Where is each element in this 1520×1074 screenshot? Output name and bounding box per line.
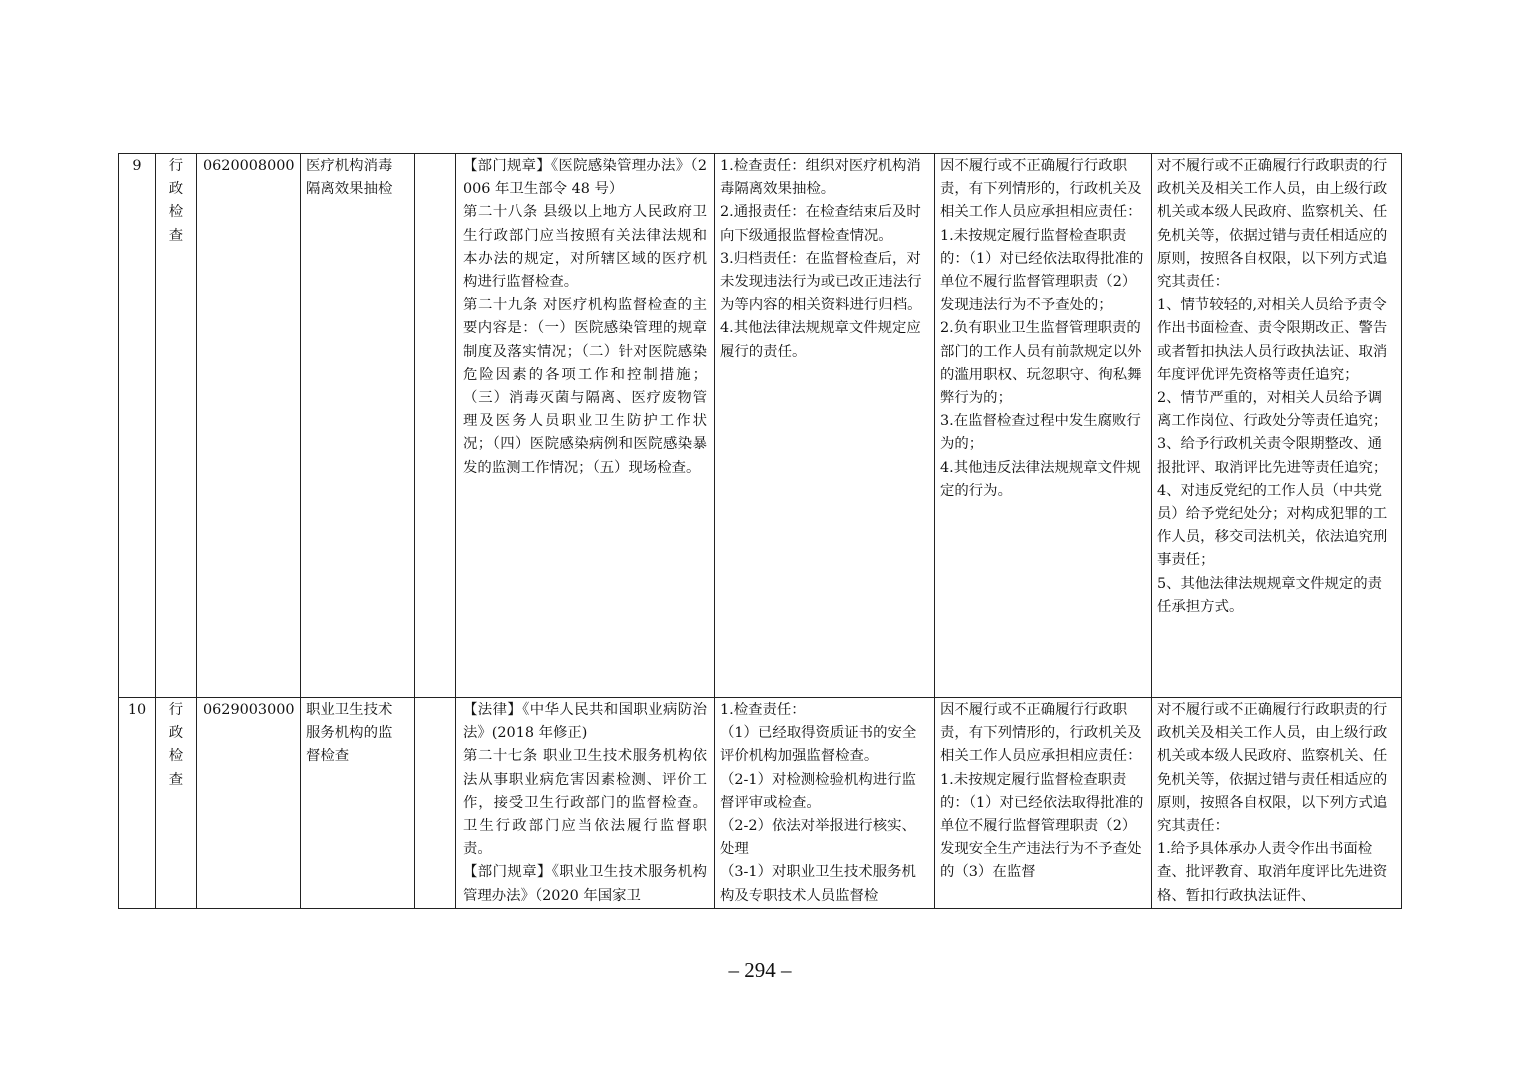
item-code: 0629003000 [197,698,301,909]
page-number: – 294 – [728,958,792,982]
item-name: 职业卫生技术 服务机构的监 督检查 [301,698,415,909]
item-liability: 因不履行或不正确履行行政职责，有下列情形的，行政机关及相关工作人员应承担相应责任： 1.未按规定履行监督检查职责的：（1）对已经依法取得批准的单位不履行监督管理职责（2）发现违法行为不予查处的； 2.负有职业卫生监督管理职责的部门的工作人员有前款规定以外的滥用职权、玩忽职守、徇私舞弊行为的； 3.在监督检查过程中发生腐败行为的； 4.其他违反法律法规规章文件规定的行为。 [935,154,1152,698]
item-type: 行 政 检 查 [156,154,197,698]
item-name: 医疗机构消毒 隔离效果抽检 [301,154,415,698]
item-code: 0620008000 [197,154,301,698]
item-legal-basis: 【部门规章】《医院感染管理办法》（2006 年卫生部令 48 号） 第二十八条 县级以上地方人民政府卫生行政部门应当按照有关法律法规和本办法的规定，对所辖区域的医疗机构进行监督检查。 第二十九条 对医疗机构监督检查的主要内容是：（一）医院感染管理的规章制度及落实情况；（二）针对医院感染危险因素的各项工作和控制措施；（三）消毒灭菌与隔离、医疗废物管理及医务人员职业卫生防护工作状况；（四）医院感染病例和医院感染暴发的监测工作情况；（五）现场检查。 [456,154,715,698]
item-subitem [415,154,456,698]
item-accountability: 对不履行或不正确履行行政职责的行政机关及相关工作人员，由上级行政机关或本级人民政府、监察机关、任免机关等，依据过错与责任相适应的原则，按照各自权限，以下列方式追究其责任： 1、情节较轻的,对相关人员给予责令作出书面检查、责令限期改正、警告或者暂扣执法人员行政执法证、取消年度评优评先资格等责任追究； 2、情节严重的，对相关人员给予调离工作岗位、行政处分等责任追究； 3、给予行政机关责令限期整改、通报批评、取消评比先进等责任追究； 4、对违反党纪的工作人员（中共党员）给予党纪处分；对构成犯罪的工作人员，移交司法机关，依法追究刑事责任； 5、其他法律法规规章文件规定的责任承担方式。 [1152,154,1402,698]
item-subitem [415,698,456,909]
item-number: 10 [119,698,156,909]
item-number: 9 [119,154,156,698]
responsibility-table [118,153,1402,909]
item-accountability: 对不履行或不正确履行行政职责的行政机关及相关工作人员，由上级行政机关或本级人民政府、监察机关、任免机关等，依据过错与责任相适应的原则，按照各自权限，以下列方式追究其责任： 1.给予具体承办人责令作出书面检查、批评教育、取消年度评比先进资格、暂扣行政执法证件、 [1152,698,1402,909]
item-responsibility: 1.检查责任： （1）已经取得资质证书的安全评价机构加强监督检查。 （2-1）对检测检验机构进行监督评审或检查。 （2-2）依法对举报进行核实、处理 （3-1）对职业卫生技术服务机构及专职技术人员监督检 [715,698,935,909]
table-row [119,154,1402,698]
item-legal-basis: 【法律】《中华人民共和国职业病防治法》(2018 年修正) 第二十七条 职业卫生技术服务机构依法从事职业病危害因素检测、评价工作，接受卫生行政部门的监督检查。卫生行政部门应当依法履行监督职责。 【部门规章】《职业卫生技术服务机构管理办法》（2020 年国家卫 [456,698,715,909]
table-row [119,698,1402,909]
item-type: 行 政 检 查 [156,698,197,909]
item-liability: 因不履行或不正确履行行政职责，有下列情形的，行政机关及相关工作人员应承担相应责任： 1.未按规定履行监督检查职责的：（1）对已经依法取得批准的单位不履行监督管理职责（2）发现安全生产违法行为不予查处的（3）在监督 [935,698,1152,909]
item-responsibility: 1.检查责任：组织对医疗机构消毒隔离效果抽检。 2.通报责任：在检查结束后及时向下级通报监督检查情况。 3.归档责任：在监督检查后，对未发现违法行为或已改正违法行为等内容的相关资料进行归档。 4.其他法律法规规章文件规定应履行的责任。 [715,154,935,698]
